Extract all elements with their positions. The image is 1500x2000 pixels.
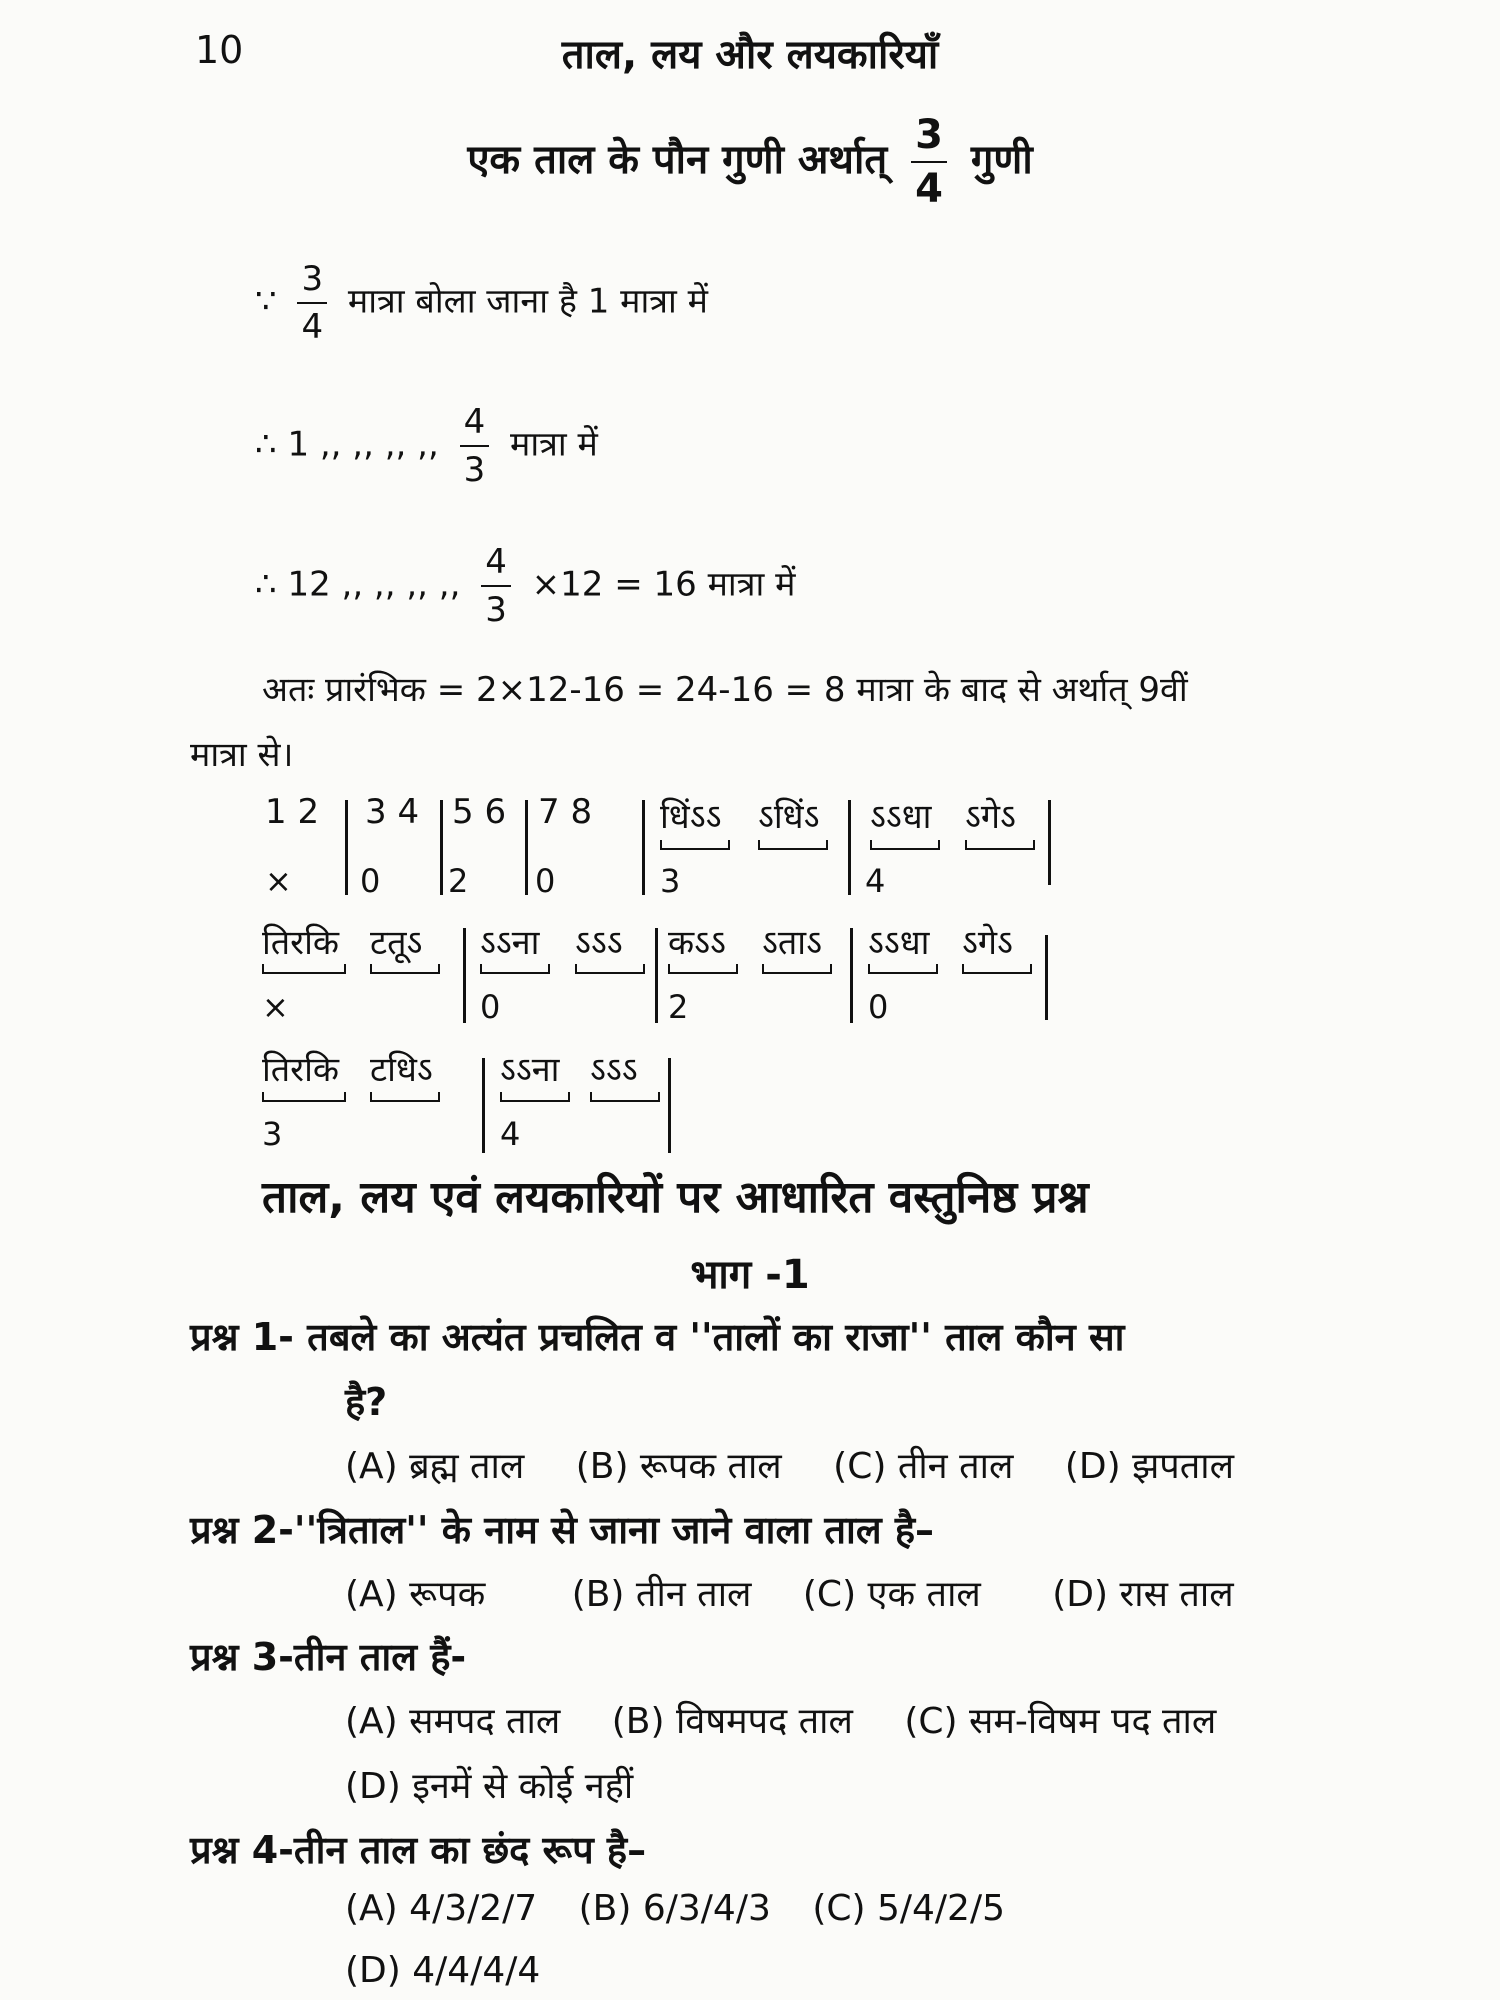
- bol-cell: ऽऽना: [500, 1050, 560, 1090]
- bol-underline: [965, 848, 1035, 850]
- bol-underline: [668, 972, 738, 974]
- vibhag-divider: [440, 800, 443, 895]
- tal-mark: 0: [535, 862, 556, 900]
- question-2-options: [345, 1568, 1274, 1617]
- calc-line-4: अतः प्रारंभिक = 2×12-16 = 24-16 = 8 मात्रा के बाद से अर्थात् 9वीं: [262, 670, 1188, 710]
- calc1-num: 3: [297, 262, 327, 304]
- calc2-num: 4: [460, 405, 490, 447]
- bol-cell: 7 8: [538, 792, 593, 832]
- question-4-options: [345, 1888, 1045, 1929]
- bol-cell: ऽगेऽ: [962, 923, 1013, 963]
- tal-mark: 4: [865, 862, 886, 900]
- bol-cell: ऽगेऽ: [965, 797, 1016, 837]
- tal-mark: 4: [500, 1115, 521, 1153]
- option: (C) 5/4/2/5: [812, 1888, 1005, 1929]
- question-2: प्रश्न 2-''त्रिताल'' के नाम से जाना जाने वाला ताल है–: [190, 1508, 935, 1552]
- option: (A) ब्रह्म ताल: [345, 1446, 525, 1487]
- bol-cell: ऽऽना: [480, 923, 540, 963]
- bol-cell: कऽऽ: [668, 923, 726, 963]
- question-1-options: [345, 1440, 1274, 1489]
- vibhag-divider: [1048, 800, 1051, 885]
- question-1-cont: है?: [345, 1380, 388, 1424]
- vibhag-divider: [642, 800, 645, 895]
- bol-underline: [962, 972, 1032, 974]
- bol-cell: 3 4: [365, 792, 420, 832]
- bol-cell: ऽऽधा: [870, 797, 932, 837]
- bol-cell: ऽधिंऽ: [758, 797, 820, 837]
- tal-mark: 0: [868, 988, 889, 1026]
- bol-cell: तिरकि: [262, 1050, 340, 1090]
- vibhag-divider: [848, 800, 851, 895]
- vibhag-divider: [463, 928, 466, 1023]
- question-1: प्रश्न 1- तबले का अत्यंत प्रचलित व ''तालों का राजा'' ताल कौन सा: [190, 1315, 1125, 1359]
- question-3: प्रश्न 3-तीन ताल हैं-: [190, 1635, 467, 1679]
- tal-mark: ×: [262, 988, 289, 1026]
- calc1-den: 4: [301, 307, 324, 347]
- running-title: ताल, लय और लयकारियाँ: [561, 32, 939, 78]
- vibhag-divider: [525, 800, 528, 895]
- fraction-denominator: 4: [915, 166, 943, 212]
- vibhag-divider: [1045, 935, 1048, 1020]
- calc2-text: मात्रा में: [510, 424, 598, 465]
- vibhag-divider: [345, 800, 348, 895]
- option: (A) समपद ताल: [345, 1701, 561, 1742]
- section-title-text: एक ताल के पौन गुणी अर्थात्: [467, 137, 888, 183]
- calc3-num: 4: [481, 545, 511, 587]
- bol-underline: [762, 972, 832, 974]
- option: (A) रूपक: [345, 1574, 486, 1615]
- bol-cell: ऽताऽ: [762, 923, 822, 963]
- option: (B) 6/3/4/3: [578, 1888, 771, 1929]
- bol-underline: [370, 1100, 440, 1102]
- section-title-suffix: गुणी: [970, 137, 1033, 183]
- question-3-options: [345, 1695, 1256, 1744]
- bol-underline: [870, 848, 940, 850]
- option: (A) 4/3/2/7: [345, 1888, 538, 1929]
- tal-mark: 2: [668, 988, 689, 1026]
- option: (D) झपताल: [1064, 1446, 1234, 1487]
- bol-cell: 1 2: [265, 792, 320, 832]
- option: (C) तीन ताल: [833, 1446, 1014, 1487]
- bol-cell: ऽऽऽ: [575, 923, 623, 963]
- option: (B) तीन ताल: [571, 1574, 752, 1615]
- therefore-symbol: ∴ 1 ,, ,, ,, ,,: [255, 424, 439, 465]
- option: (B) विषमपद ताल: [611, 1701, 853, 1742]
- fraction-numerator: 3: [911, 115, 947, 163]
- part-label: भाग -1: [690, 1252, 810, 1298]
- bol-cell: टतूऽ: [370, 923, 423, 963]
- vibhag-divider: [850, 928, 853, 1023]
- option: (C) सम-विषम पद ताल: [904, 1701, 1217, 1742]
- option: (B) रूपक ताल: [575, 1446, 782, 1487]
- bol-underline: [758, 848, 828, 850]
- option: (C) एक ताल: [802, 1574, 981, 1615]
- page-number: 10: [195, 28, 244, 72]
- bol-cell: धिंऽऽ: [660, 797, 722, 837]
- therefore-symbol: ∴ 12 ,, ,, ,, ,,: [255, 564, 461, 605]
- tal-mark: 0: [360, 862, 381, 900]
- calc2-den: 3: [463, 450, 486, 490]
- bol-underline: [262, 972, 346, 974]
- bol-underline: [868, 972, 938, 974]
- bol-underline: [590, 1100, 660, 1102]
- bol-underline: [262, 1100, 346, 1102]
- bol-cell: तिरकि: [262, 923, 340, 963]
- tal-mark: 2: [448, 862, 469, 900]
- question-4-option-d: (D) 4/4/4/4: [345, 1950, 541, 1991]
- question-3-option-d: (D) इनमें से कोई नहीं: [345, 1766, 634, 1807]
- tal-mark: 3: [660, 862, 681, 900]
- bol-cell: ऽऽऽ: [590, 1050, 638, 1090]
- option: (D) रास ताल: [1052, 1574, 1234, 1615]
- objective-heading: ताल, लय एवं लयकारियों पर आधारित वस्तुनिष्ठ प्रश्न: [262, 1172, 1089, 1223]
- calc1-text: मात्रा बोला जाना है 1 मात्रा में: [347, 281, 708, 322]
- vibhag-divider: [668, 1058, 671, 1153]
- bol-underline: [500, 1100, 570, 1102]
- bol-cell: ऽऽधा: [868, 923, 930, 963]
- calc3-den: 3: [485, 590, 507, 630]
- bol-underline: [370, 972, 440, 974]
- bol-cell: टधिऽ: [370, 1050, 433, 1090]
- calc3-text: ×12 = 16 मात्रा में: [531, 564, 796, 605]
- tal-mark: 0: [480, 988, 501, 1026]
- bol-underline: [480, 972, 550, 974]
- because-symbol: ∵: [255, 281, 277, 322]
- tal-mark: 3: [262, 1115, 283, 1153]
- question-4: प्रश्न 4-तीन ताल का छंद रूप है–: [190, 1828, 647, 1872]
- vibhag-divider: [655, 928, 658, 1023]
- bol-cell: 5 6: [452, 792, 507, 832]
- tal-mark: ×: [265, 862, 292, 900]
- vibhag-divider: [482, 1058, 485, 1153]
- bol-underline: [575, 972, 645, 974]
- calc-line-5: मात्रा से।: [190, 735, 294, 775]
- bol-underline: [660, 848, 730, 850]
